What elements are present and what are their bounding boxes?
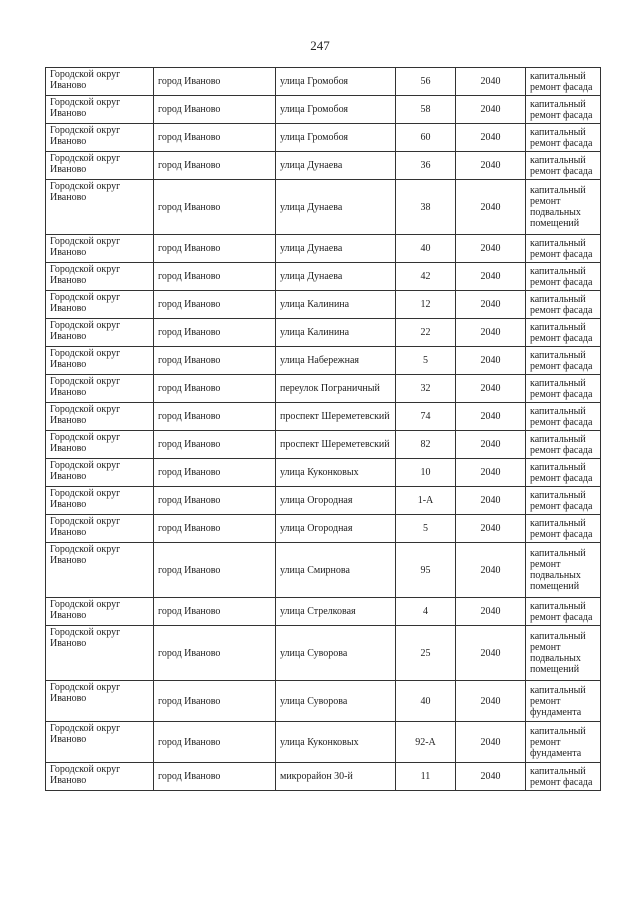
house-number-cell: 36 bbox=[396, 152, 456, 180]
work-type-cell: капитальный ремонт фасада bbox=[526, 96, 601, 124]
street-cell: улица Громобоя bbox=[276, 124, 396, 152]
table-row bbox=[46, 319, 601, 347]
year-cell: 2040 bbox=[456, 152, 526, 180]
region-cell: Городской округ Иваново bbox=[46, 598, 154, 626]
street-cell: улица Громобоя bbox=[276, 68, 396, 96]
house-number-cell: 25 bbox=[396, 626, 456, 681]
region-cell: Городской округ Иваново bbox=[46, 180, 154, 235]
work-type-cell: капитальный ремонт фасада bbox=[526, 763, 601, 791]
table-row bbox=[46, 180, 601, 235]
year-cell: 2040 bbox=[456, 403, 526, 431]
house-number-cell: 60 bbox=[396, 124, 456, 152]
region-cell: Городской округ Иваново bbox=[46, 515, 154, 543]
house-number-cell: 10 bbox=[396, 459, 456, 487]
work-type-cell: капитальный ремонт фасада bbox=[526, 347, 601, 375]
region-cell: Городской округ Иваново bbox=[46, 403, 154, 431]
table-row bbox=[46, 291, 601, 319]
table-row bbox=[46, 347, 601, 375]
year-cell: 2040 bbox=[456, 515, 526, 543]
region-cell: Городской округ Иваново bbox=[46, 347, 154, 375]
region-cell: Городской округ Иваново bbox=[46, 459, 154, 487]
street-cell: улица Громобоя bbox=[276, 96, 396, 124]
house-number-cell: 22 bbox=[396, 319, 456, 347]
street-cell: переулок Пограничный bbox=[276, 375, 396, 403]
region-cell: Городской округ Иваново bbox=[46, 319, 154, 347]
work-type-cell: капитальный ремонт подвальных помещений bbox=[526, 180, 601, 235]
street-cell: улица Смирнова bbox=[276, 543, 396, 598]
work-type-cell: капитальный ремонт фасада bbox=[526, 263, 601, 291]
table-row bbox=[46, 152, 601, 180]
work-type-cell: капитальный ремонт фасада bbox=[526, 152, 601, 180]
region-cell: Городской округ Иваново bbox=[46, 291, 154, 319]
table-row bbox=[46, 375, 601, 403]
table-row bbox=[46, 763, 601, 791]
year-cell: 2040 bbox=[456, 124, 526, 152]
street-cell: улица Дунаева bbox=[276, 235, 396, 263]
table-row bbox=[46, 681, 601, 722]
city-cell: город Иваново bbox=[154, 763, 276, 791]
region-cell: Городской округ Иваново bbox=[46, 543, 154, 598]
region-cell: Городской округ Иваново bbox=[46, 96, 154, 124]
region-cell: Городской округ Иваново bbox=[46, 431, 154, 459]
house-number-cell: 56 bbox=[396, 68, 456, 96]
house-number-cell: 4 bbox=[396, 598, 456, 626]
street-cell: проспект Шереметевский bbox=[276, 403, 396, 431]
house-number-cell: 58 bbox=[396, 96, 456, 124]
street-cell: улица Калинина bbox=[276, 319, 396, 347]
house-number-cell: 1-А bbox=[396, 487, 456, 515]
work-type-cell: капитальный ремонт фасада bbox=[526, 291, 601, 319]
street-cell: улица Калинина bbox=[276, 291, 396, 319]
region-cell: Городской округ Иваново bbox=[46, 235, 154, 263]
street-cell: улица Огородная bbox=[276, 487, 396, 515]
region-cell: Городской округ Иваново bbox=[46, 124, 154, 152]
city-cell: город Иваново bbox=[154, 722, 276, 763]
region-cell: Городской округ Иваново bbox=[46, 487, 154, 515]
table-body bbox=[46, 68, 601, 791]
work-type-cell: капитальный ремонт фасада bbox=[526, 459, 601, 487]
region-cell: Городской округ Иваново bbox=[46, 681, 154, 722]
city-cell: город Иваново bbox=[154, 515, 276, 543]
city-cell: город Иваново bbox=[154, 291, 276, 319]
year-cell: 2040 bbox=[456, 347, 526, 375]
house-number-cell: 5 bbox=[396, 347, 456, 375]
city-cell: город Иваново bbox=[154, 375, 276, 403]
work-type-cell: капитальный ремонт фасада bbox=[526, 375, 601, 403]
year-cell: 2040 bbox=[456, 375, 526, 403]
house-number-cell: 95 bbox=[396, 543, 456, 598]
region-cell: Городской округ Иваново bbox=[46, 152, 154, 180]
city-cell: город Иваново bbox=[154, 543, 276, 598]
street-cell: улица Суворова bbox=[276, 626, 396, 681]
house-number-cell: 40 bbox=[396, 235, 456, 263]
year-cell: 2040 bbox=[456, 459, 526, 487]
city-cell: город Иваново bbox=[154, 403, 276, 431]
table-row bbox=[46, 487, 601, 515]
street-cell: улица Стрелковая bbox=[276, 598, 396, 626]
house-number-cell: 40 bbox=[396, 681, 456, 722]
year-cell: 2040 bbox=[456, 96, 526, 124]
year-cell: 2040 bbox=[456, 431, 526, 459]
work-type-cell: капитальный ремонт подвальных помещений bbox=[526, 626, 601, 681]
table-row bbox=[46, 68, 601, 96]
house-number-cell: 5 bbox=[396, 515, 456, 543]
house-number-cell: 92-А bbox=[396, 722, 456, 763]
city-cell: город Иваново bbox=[154, 124, 276, 152]
city-cell: город Иваново bbox=[154, 319, 276, 347]
house-number-cell: 11 bbox=[396, 763, 456, 791]
work-type-cell: капитальный ремонт фасада bbox=[526, 403, 601, 431]
year-cell: 2040 bbox=[456, 763, 526, 791]
work-type-cell: капитальный ремонт фундамента bbox=[526, 681, 601, 722]
region-cell: Городской округ Иваново bbox=[46, 375, 154, 403]
year-cell: 2040 bbox=[456, 722, 526, 763]
house-number-cell: 38 bbox=[396, 180, 456, 235]
region-cell: Городской округ Иваново bbox=[46, 68, 154, 96]
work-type-cell: капитальный ремонт фасада bbox=[526, 68, 601, 96]
table-row bbox=[46, 431, 601, 459]
work-type-cell: капитальный ремонт фасада bbox=[526, 431, 601, 459]
work-type-cell: капитальный ремонт фундамента bbox=[526, 722, 601, 763]
street-cell: улица Дунаева bbox=[276, 263, 396, 291]
street-cell: улица Куконковых bbox=[276, 459, 396, 487]
city-cell: город Иваново bbox=[154, 180, 276, 235]
page-number: 247 bbox=[310, 38, 330, 53]
year-cell: 2040 bbox=[456, 543, 526, 598]
year-cell: 2040 bbox=[456, 319, 526, 347]
region-cell: Городской округ Иваново bbox=[46, 763, 154, 791]
city-cell: город Иваново bbox=[154, 68, 276, 96]
year-cell: 2040 bbox=[456, 681, 526, 722]
work-type-cell: капитальный ремонт фасада bbox=[526, 487, 601, 515]
house-number-cell: 32 bbox=[396, 375, 456, 403]
table-row bbox=[46, 124, 601, 152]
region-cell: Городской округ Иваново bbox=[46, 626, 154, 681]
year-cell: 2040 bbox=[456, 263, 526, 291]
table-row bbox=[46, 459, 601, 487]
year-cell: 2040 bbox=[456, 68, 526, 96]
city-cell: город Иваново bbox=[154, 431, 276, 459]
table-row bbox=[46, 96, 601, 124]
city-cell: город Иваново bbox=[154, 598, 276, 626]
house-number-cell: 74 bbox=[396, 403, 456, 431]
work-type-cell: капитальный ремонт фасада bbox=[526, 598, 601, 626]
table-row bbox=[46, 598, 601, 626]
city-cell: город Иваново bbox=[154, 152, 276, 180]
year-cell: 2040 bbox=[456, 626, 526, 681]
table-row bbox=[46, 515, 601, 543]
city-cell: город Иваново bbox=[154, 263, 276, 291]
table-row bbox=[46, 235, 601, 263]
city-cell: город Иваново bbox=[154, 459, 276, 487]
year-cell: 2040 bbox=[456, 291, 526, 319]
house-number-cell: 12 bbox=[396, 291, 456, 319]
year-cell: 2040 bbox=[456, 235, 526, 263]
city-cell: город Иваново bbox=[154, 96, 276, 124]
street-cell: улица Дунаева bbox=[276, 180, 396, 235]
region-cell: Городской округ Иваново bbox=[46, 722, 154, 763]
table-row bbox=[46, 722, 601, 763]
house-number-cell: 42 bbox=[396, 263, 456, 291]
city-cell: город Иваново bbox=[154, 487, 276, 515]
street-cell: улица Куконковых bbox=[276, 722, 396, 763]
work-type-cell: капитальный ремонт фасада bbox=[526, 235, 601, 263]
work-type-cell: капитальный ремонт подвальных помещений bbox=[526, 543, 601, 598]
street-cell: микрорайон 30-й bbox=[276, 763, 396, 791]
work-type-cell: капитальный ремонт фасада bbox=[526, 124, 601, 152]
street-cell: улица Набережная bbox=[276, 347, 396, 375]
city-cell: город Иваново bbox=[154, 626, 276, 681]
table-row bbox=[46, 626, 601, 681]
city-cell: город Иваново bbox=[154, 235, 276, 263]
work-type-cell: капитальный ремонт фасада bbox=[526, 319, 601, 347]
street-cell: улица Суворова bbox=[276, 681, 396, 722]
house-number-cell: 82 bbox=[396, 431, 456, 459]
work-type-cell: капитальный ремонт фасада bbox=[526, 515, 601, 543]
table-row bbox=[46, 403, 601, 431]
housing-repair-table bbox=[45, 67, 601, 791]
street-cell: улица Дунаева bbox=[276, 152, 396, 180]
city-cell: город Иваново bbox=[154, 681, 276, 722]
street-cell: проспект Шереметевский bbox=[276, 431, 396, 459]
year-cell: 2040 bbox=[456, 180, 526, 235]
region-cell: Городской округ Иваново bbox=[46, 263, 154, 291]
year-cell: 2040 bbox=[456, 598, 526, 626]
year-cell: 2040 bbox=[456, 487, 526, 515]
street-cell: улица Огородная bbox=[276, 515, 396, 543]
table-row bbox=[46, 263, 601, 291]
city-cell: город Иваново bbox=[154, 347, 276, 375]
table-row bbox=[46, 543, 601, 598]
